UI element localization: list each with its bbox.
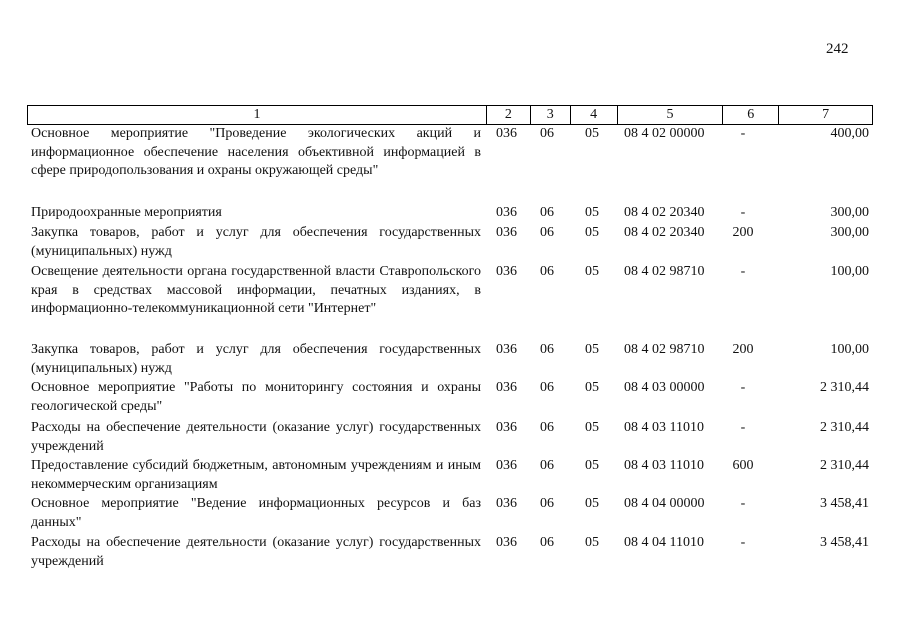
row-col-5: 08 4 02 20340: [624, 225, 705, 240]
row-description: Предоставление субсидий бюджетным, автономным учреждениям и иным некоммерческим организациям: [31, 458, 481, 492]
header-col-1: 1: [28, 106, 487, 124]
row-col-4: 05: [585, 420, 599, 435]
row-col-5: 08 4 04 00000: [624, 496, 705, 511]
row-description: Природоохранные мероприятия: [31, 205, 222, 220]
row-description: Основное мероприятие "Проведение экологических акций и информационное обеспечение населения объективной информацией в сфере природопользования и охраны окружающей среды": [31, 126, 481, 179]
row-col-7: 100,00: [830, 342, 869, 357]
row-col-4: 05: [585, 458, 599, 473]
row-col-5: 08 4 02 20340: [624, 205, 705, 220]
row-col-5: 08 4 03 11010: [624, 458, 704, 473]
row-description: Закупка товаров, работ и услуг для обеспечения государственных (муниципальных) нужд: [31, 342, 481, 376]
row-col-5: 08 4 02 00000: [624, 126, 705, 141]
row-col-3: 06: [540, 496, 554, 511]
row-col-2: 036: [496, 496, 517, 511]
row-col-4: 05: [585, 380, 599, 395]
row-col-7: 2 310,44: [820, 458, 869, 473]
row-col-4: 05: [585, 205, 599, 220]
row-col-6: -: [740, 420, 746, 435]
row-col-2: 036: [496, 420, 517, 435]
row-col-5: 08 4 03 00000: [624, 380, 705, 395]
row-col-7: 300,00: [830, 205, 869, 220]
row-description: Освещение деятельности органа государственной власти Ставропольского края в средствах массовой информации, печатных изданиях, в информационно-телекоммуникационной сети "Интернет": [31, 264, 481, 317]
row-col-3: 06: [540, 342, 554, 357]
row-col-5: 08 4 02 98710: [624, 342, 705, 357]
row-col-7: 300,00: [830, 225, 869, 240]
row-col-7: 400,00: [830, 126, 869, 141]
row-col-4: 05: [585, 342, 599, 357]
row-description: Расходы на обеспечение деятельности (оказание услуг) государственных учреждений: [31, 420, 481, 454]
row-col-4: 05: [585, 225, 599, 240]
row-col-6: -: [740, 264, 746, 279]
row-col-3: 06: [540, 225, 554, 240]
header-col-5: 5: [618, 106, 724, 124]
row-col-6: -: [740, 126, 746, 141]
page-number: 242: [826, 41, 849, 57]
row-col-4: 05: [585, 535, 599, 550]
row-col-2: 036: [496, 126, 517, 141]
header-col-2: 2: [487, 106, 531, 124]
row-col-4: 05: [585, 264, 599, 279]
row-col-2: 036: [496, 225, 517, 240]
row-col-3: 06: [540, 264, 554, 279]
row-col-7: 3 458,41: [820, 496, 869, 511]
row-description: Расходы на обеспечение деятельности (оказание услуг) государственных учреждений: [31, 535, 481, 569]
row-description: Основное мероприятие "Ведение информационных ресурсов и баз данных": [31, 496, 481, 530]
header-col-6: 6: [723, 106, 779, 124]
row-col-3: 06: [540, 420, 554, 435]
row-col-6: 200: [732, 342, 754, 357]
row-col-2: 036: [496, 205, 517, 220]
header-col-3: 3: [531, 106, 571, 124]
row-col-5: 08 4 04 11010: [624, 535, 704, 550]
row-col-2: 036: [496, 342, 517, 357]
row-col-6: -: [740, 496, 746, 511]
row-description: Закупка товаров, работ и услуг для обеспечения государственных (муниципальных) нужд: [31, 225, 481, 259]
row-col-7: 2 310,44: [820, 420, 869, 435]
row-col-6: 600: [732, 458, 754, 473]
row-col-2: 036: [496, 458, 517, 473]
row-col-2: 036: [496, 380, 517, 395]
row-col-6: -: [740, 535, 746, 550]
row-col-3: 06: [540, 380, 554, 395]
row-col-5: 08 4 03 11010: [624, 420, 704, 435]
row-col-4: 05: [585, 126, 599, 141]
row-col-2: 036: [496, 535, 517, 550]
row-col-6: 200: [732, 225, 754, 240]
row-col-3: 06: [540, 126, 554, 141]
row-col-7: 2 310,44: [820, 380, 869, 395]
row-col-3: 06: [540, 458, 554, 473]
header-col-7: 7: [822, 107, 830, 122]
row-col-7: 3 458,41: [820, 535, 869, 550]
row-col-3: 06: [540, 535, 554, 550]
row-col-3: 06: [540, 205, 554, 220]
row-col-4: 05: [585, 496, 599, 511]
row-col-6: -: [740, 380, 746, 395]
header-col-4: 4: [571, 106, 618, 124]
row-col-7: 100,00: [830, 264, 869, 279]
row-col-6: -: [740, 205, 746, 220]
row-col-2: 036: [496, 264, 517, 279]
row-col-5: 08 4 02 98710: [624, 264, 705, 279]
row-description: Основное мероприятие "Работы по мониторингу состояния и охраны геологической среды": [31, 380, 481, 414]
